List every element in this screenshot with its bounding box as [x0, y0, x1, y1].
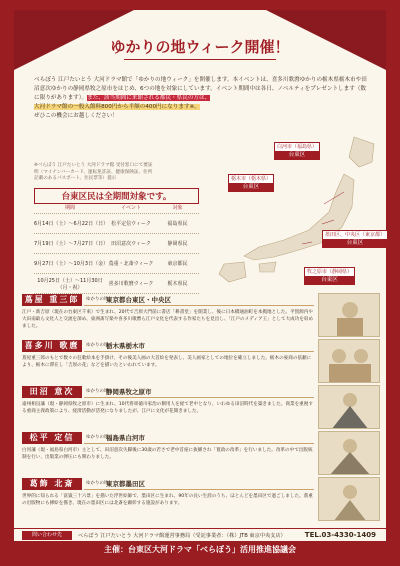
- person-card: [14, 339, 386, 385]
- person-location-label: ゆかりの地: [86, 481, 109, 486]
- cell-event: 喜多川歌麿ウィーク: [108, 281, 154, 287]
- person-description: 江戸・新吉原（現在の台東区千束）で生まれ、20代で吉原大門前に書店「耕書堂」を開業し、後に日本橋通油町を本拠地とした。平賀源内や大田南畝ら文化人と交流を深め、東洲斎写楽や喜多川歌麿ら江戸文化を代表する作家たちを見出し、「江戸のメディア王」として大成功を収めました。: [22, 310, 314, 329]
- cell-target: 東京都民: [167, 261, 188, 267]
- japan-map: [204, 132, 389, 302]
- person-location: 静岡県牧之原市: [106, 387, 152, 396]
- divider: [84, 351, 314, 352]
- title-underline: [124, 59, 276, 60]
- divider: [84, 305, 314, 306]
- portrait-image: [318, 477, 380, 521]
- portrait-image: [318, 431, 380, 475]
- divider: [84, 397, 314, 398]
- organizer-footer: 主催：台東区大河ドラマ「べらぼう」活用推進協議会: [104, 545, 296, 554]
- cell-event: 蔦重・北斎ウィーク: [108, 261, 154, 267]
- person-name: 蔦屋 重三郎: [22, 294, 82, 306]
- person-name: 喜多川 歌麿: [22, 340, 82, 352]
- table-header-row: [34, 202, 199, 214]
- person-card: [14, 477, 386, 523]
- pin-place: 栃木市（栃木県）: [231, 176, 272, 182]
- portrait-graphic: [319, 432, 380, 475]
- table-row: [34, 274, 199, 294]
- person-description: 遠州相良藩（現・静岡県牧之原市）に生まれ、10代将軍徳川家治の側用人を経て老中となり、いわゆる田沼時代を築きました。商業を重視する重商主義政策により、経済活動が活発になりましたが、江戸に文化が花開きました。: [22, 402, 313, 414]
- header-event: イベント: [120, 205, 141, 211]
- person-card: [14, 431, 386, 477]
- persons-section: [14, 293, 386, 523]
- schedule-heading: 台東区民は全期間対象です。: [34, 188, 199, 204]
- person-location-label: ゆかりの地: [86, 389, 109, 394]
- pin-ward: 台東区: [305, 276, 354, 284]
- intro-closing: ぜひこの機会にお越しください！: [34, 113, 118, 119]
- cell-period: 6月14日（土）〜6月22日（日）: [34, 221, 109, 227]
- cell-period: 10月25日（土）〜11月30日（月・祝）: [37, 277, 103, 291]
- portrait-image: [318, 293, 380, 337]
- portrait-image: [318, 385, 380, 429]
- table-row: [34, 234, 199, 254]
- pin-place: 牧之原市（静岡県）: [307, 269, 353, 275]
- pin-ward: 台東区: [275, 151, 319, 159]
- intro-paragraph: べらぼう 江戸たいとう 大河ドラマ館で「ゆかりの地ウィーク」を開催します。本イベントは、喜多川歌麿ゆかりの栃木県栃木市や田沼意次ゆかりの静岡県牧之原市をはじめ、6つの地を対象にしています。イベント期間中は各日、ノベルティをプレゼントします（数に限りがあります）。: [34, 77, 367, 101]
- header-period: 期間: [64, 205, 75, 211]
- cell-target: 栃木県民: [167, 281, 188, 287]
- cell-target: 福島県民: [167, 221, 188, 227]
- pin-place: 墨田区、中央区（東京都）: [325, 232, 386, 238]
- cell-target: 静岡県民: [167, 241, 188, 247]
- page-title: ゆかりの地ウィーク開催！: [110, 38, 290, 56]
- pin-ward: 台東区: [229, 183, 273, 191]
- divider: [84, 489, 314, 490]
- schedule-table: [34, 202, 199, 294]
- map-pin: [228, 174, 274, 192]
- table-row: [34, 214, 199, 234]
- intro-highlight: また、該当期間に来館される都民・県民の方は、: [87, 95, 211, 101]
- cell-event: 松平定信ウィーク: [111, 221, 151, 227]
- person-name: 田沼 意次: [22, 386, 82, 398]
- person-location-label: ゆかりの地: [86, 297, 109, 302]
- footnote: ※べらぼう 江戸たいとう 大河ドラマ館 受付窓口にて要証明（マイナンバーカード、運転免許証、健康保険証、住所記載のあるパスポート、住民票等）提示: [34, 163, 153, 181]
- person-card: [14, 385, 386, 431]
- cell-period: 9月27日（土）〜10月3日（金）: [34, 261, 109, 267]
- header-target: 対象: [172, 205, 183, 211]
- person-location: 栃木県栃木市: [106, 341, 145, 350]
- map-pin: [304, 267, 355, 285]
- pin-ward: 台東区: [323, 239, 387, 247]
- contact-label: 問い合わせ先: [22, 531, 72, 540]
- portrait-graphic: [319, 340, 380, 383]
- person-description: 蔦屋重三郎のもとで数々の狂歌絵本を手掛け、その後美人画の大首絵を発表し、美人画家としての地位を確立しました。栃木の豪商の依頼により、栃木に滞在し「吉原の花」などを描いたといわれています。: [22, 356, 312, 368]
- person-location-label: ゆかりの地: [86, 343, 109, 348]
- person-location: 東京都台東区・中央区: [106, 295, 171, 304]
- person-name: 葛飾 北斎: [22, 478, 82, 490]
- portrait-image: [318, 339, 380, 383]
- person-location: 福島県白河市: [106, 433, 145, 442]
- person-description: 白河藩（現・福島県白河市）主として、田沼意次失脚後に30歳の若さで老中首座に抜擢され「寛政の改革」を行いました。改革の中で出版統制を行い、出版業の弾圧にも関わりました。: [22, 448, 313, 460]
- portrait-graphic: [319, 294, 380, 337]
- intro-text: [34, 76, 369, 121]
- person-description: 世界的に知られる「富嶽三十六景」を描いた浮世絵師で、墨田区に生まれ、90年の長い生涯のうち、ほとんどを墨田区で過ごしました。蔦重の出版物にも挿絵を描き、現在の墨田区には北斎を顕彰する施設があります。: [22, 494, 313, 506]
- map-pin: [274, 142, 320, 160]
- pin-place: 白河市（福島県）: [277, 144, 318, 150]
- table-row: [34, 254, 199, 274]
- contact-phone[interactable]: TEL.03-4330-1409: [304, 531, 376, 539]
- person-card: [14, 293, 386, 339]
- contact-text: べらぼう 江戸たいとう 大河ドラマ館運営事務局（受託事業者：（株）JTB 東京中央支店）: [78, 533, 286, 539]
- cell-period: 7月19日（土）〜7月27日（日）: [34, 241, 109, 247]
- map-pin: [322, 230, 388, 248]
- person-name: 松平 定信: [22, 432, 82, 444]
- contact-bar: [14, 528, 386, 541]
- portrait-graphic: [319, 478, 380, 521]
- intro-highlight-price: 大河ドラマ館の一般入館料800円から半額の400円になります※。: [34, 104, 200, 110]
- cell-event: 田沼意次ウィーク: [111, 241, 151, 247]
- portrait-graphic: [319, 386, 380, 429]
- divider: [84, 443, 314, 444]
- person-location: 東京都墨田区: [106, 479, 145, 488]
- person-location-label: ゆかりの地: [86, 435, 109, 440]
